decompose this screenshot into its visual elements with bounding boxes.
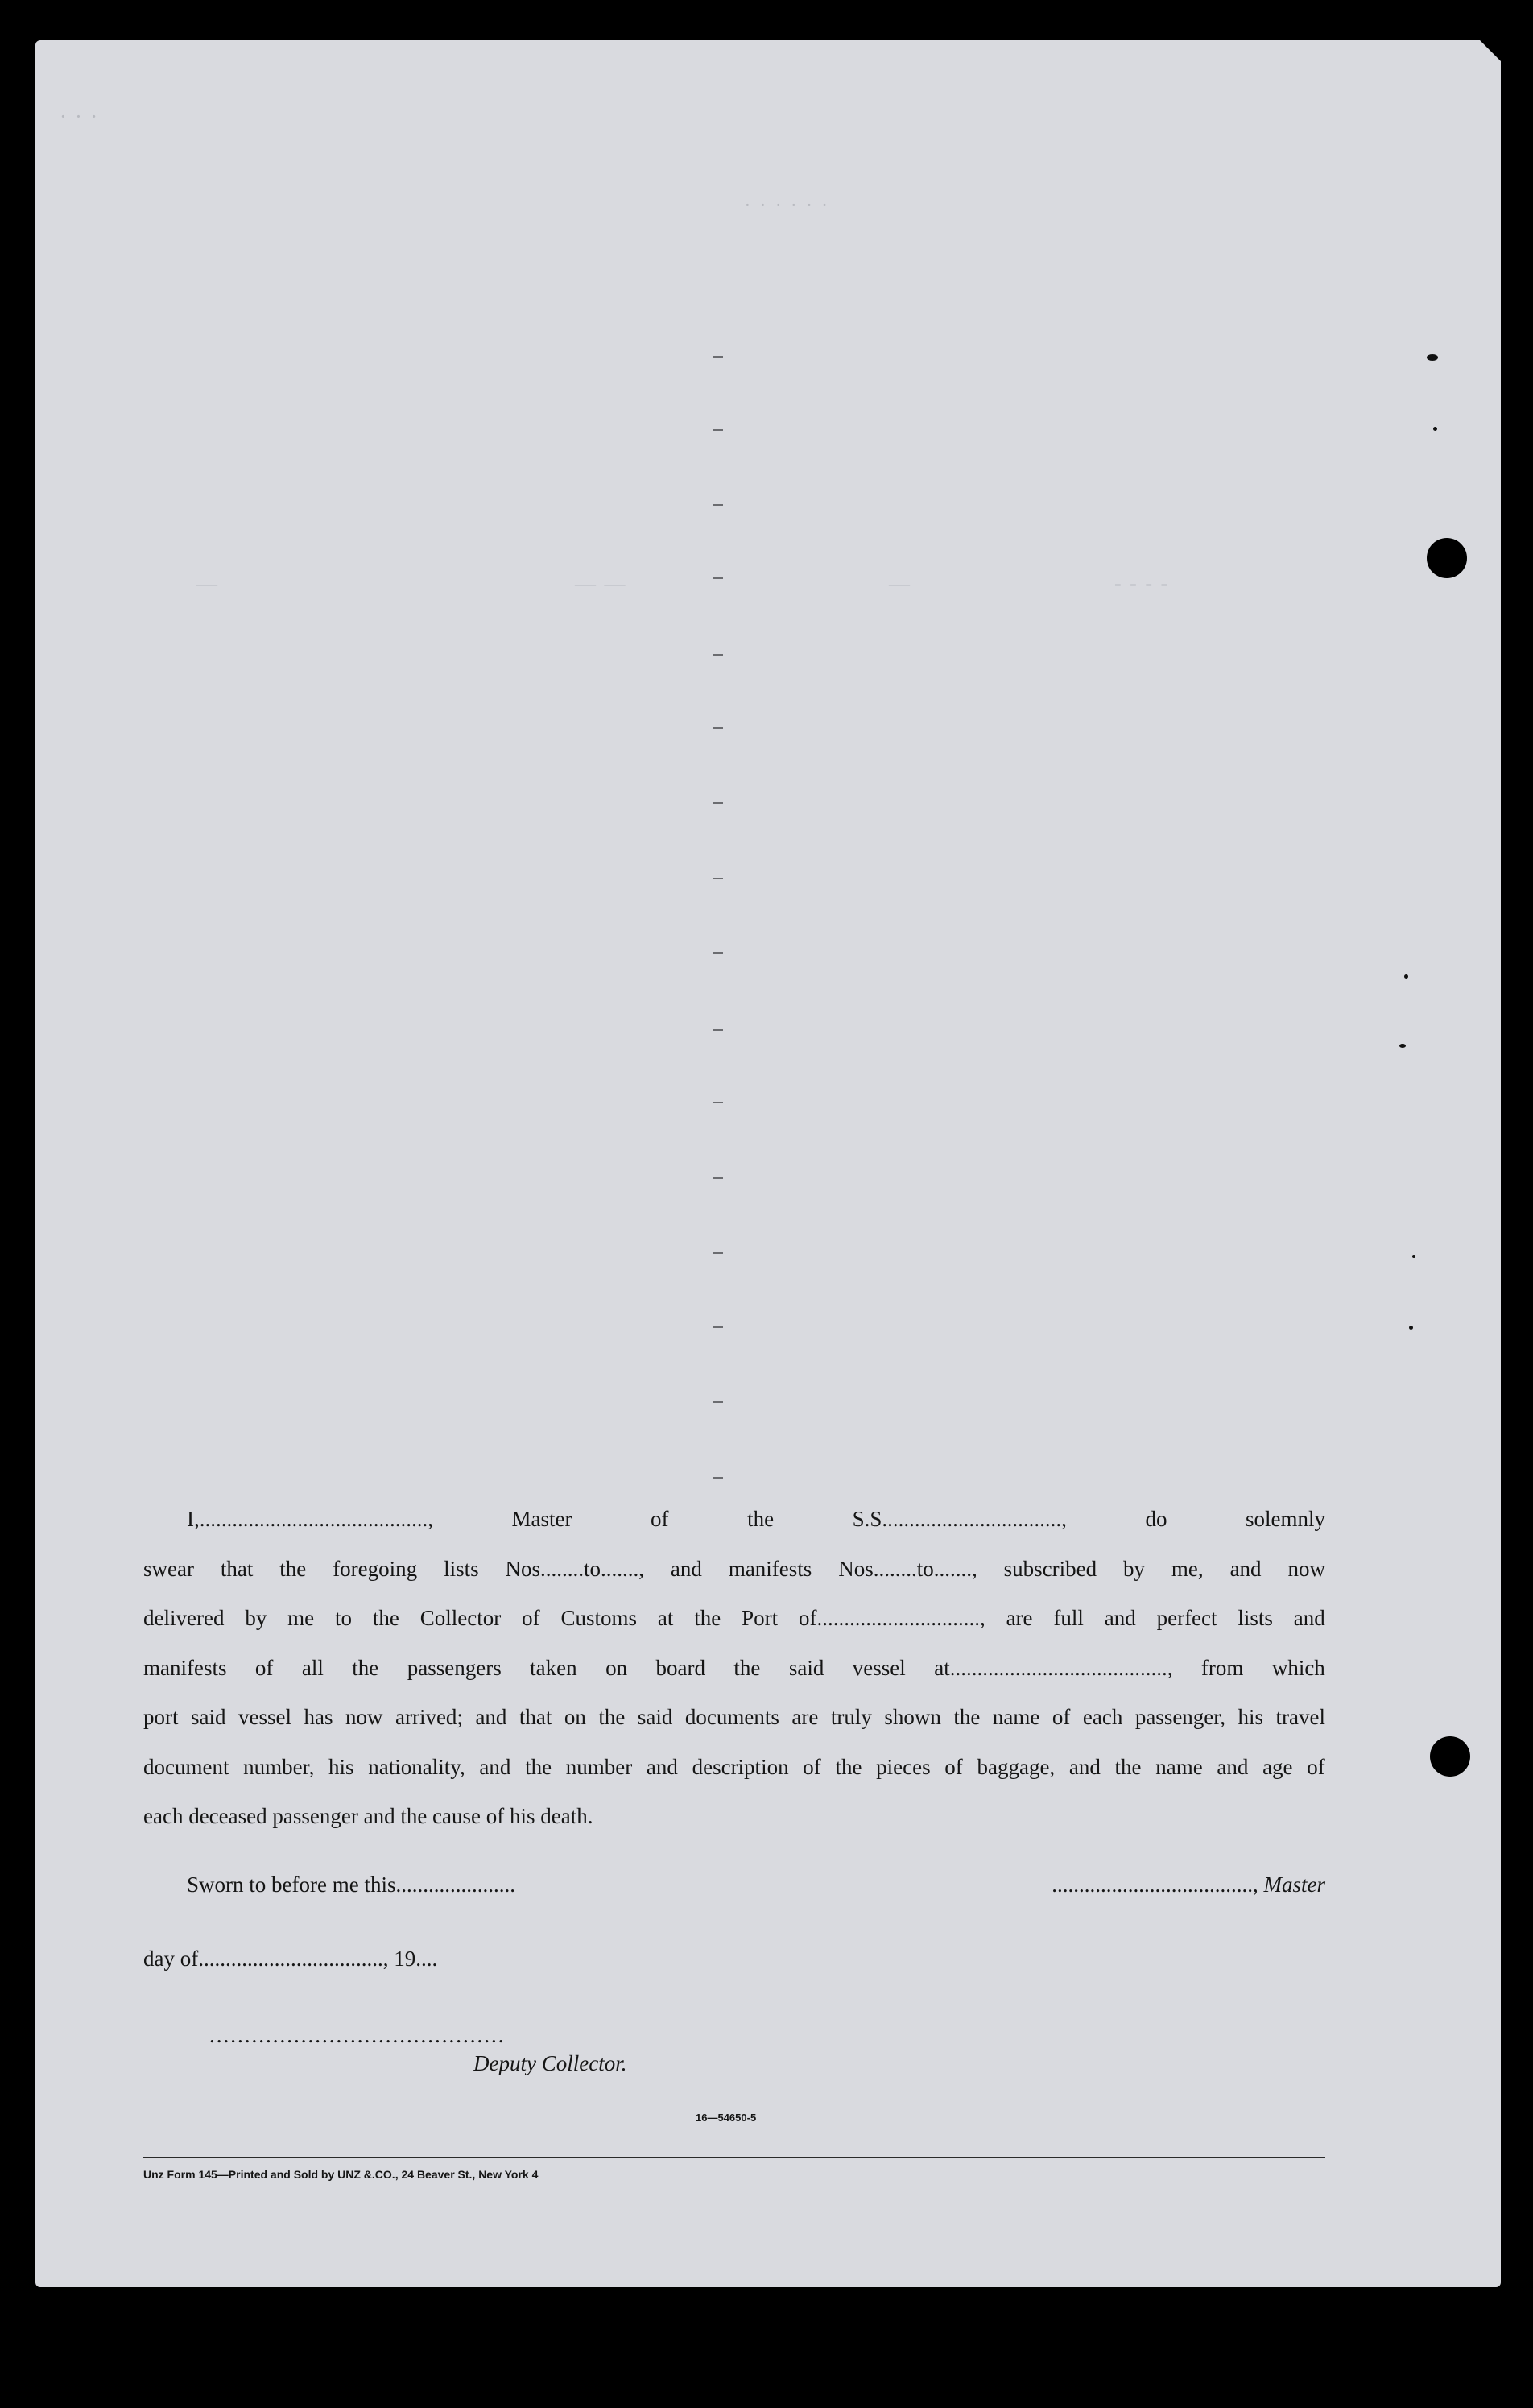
sworn-row [143,1872,1325,1916]
column-tick [713,802,723,804]
column-tick [713,727,723,729]
oath-line: manifests of all the passengers taken on board the said vessel at........................................, from which [143,1655,1325,1680]
bleed-through-mark: - - - - [1114,572,1170,595]
ink-speck [1412,1255,1415,1258]
oath-paragraph [143,1495,1325,1842]
day-row [143,1947,1325,1990]
column-tick [713,952,723,954]
binder-hole [1427,538,1467,578]
oath-line: each deceased passenger and the cause of his death. [143,1804,593,1828]
day-text: day of.................................., 19.... [143,1947,438,1971]
ink-speck [1433,427,1437,431]
column-tick [713,1252,723,1254]
column-tick [713,1102,723,1103]
footer-rule [143,2157,1325,2158]
ink-speck [1404,974,1408,979]
deputy-collector-label: Deputy Collector. [473,2051,627,2075]
ink-speck [1427,354,1438,361]
bleed-through-mark: — [889,572,911,595]
form-number: 16—54650-5 [696,2112,757,2124]
master-signature-line [1052,1872,1325,1897]
bleed-through-mark: — — [575,572,627,595]
bleed-through-mark: · · · [60,105,99,128]
oath-line: delivered by me to the Collector of Customs at the Port of.............................., are full and perfect lists and [143,1606,1325,1630]
column-tick [713,356,723,358]
column-tick [713,878,723,879]
sworn-text: Sworn to before me this...................... [187,1872,515,1897]
page-corner [1480,40,1501,61]
oath-line: I,.........................................., Master of the S.S................................., do solemnly [187,1507,1325,1531]
oath-line: document number, his nationality, and the number and description of the pieces of baggage, and the name and age of [143,1754,1325,1779]
bleed-through-mark: — [196,572,219,595]
column-tick [713,429,723,431]
ink-speck [1399,1044,1406,1048]
column-tick [713,1401,723,1403]
column-tick [713,1177,723,1179]
master-dots: ....................................., [1052,1872,1264,1897]
column-tick [713,1326,723,1328]
column-tick [713,504,723,506]
column-tick [713,577,723,579]
ink-speck [1409,1326,1413,1330]
oath-line: swear that the foregoing lists Nos........to......., and manifests Nos........to......., subscribed by me, and now [143,1556,1325,1581]
bleed-through-mark: · · · · · · [744,193,830,217]
deputy-signature-line: .......................................... [209,2023,506,2047]
column-tick [713,1029,723,1031]
printer-imprint: Unz Form 145—Printed and Sold by UNZ &.CO., 24 Beaver St., New York 4 [143,2168,539,2181]
oath-line: port said vessel has now arrived; and that on the said documents are truly shown the name of each passenger, his travel [143,1705,1325,1729]
column-tick [713,654,723,656]
column-tick [713,1477,723,1479]
signature-block [143,1872,1325,2075]
master-label: Master [1263,1872,1325,1897]
binder-hole [1430,1736,1470,1777]
